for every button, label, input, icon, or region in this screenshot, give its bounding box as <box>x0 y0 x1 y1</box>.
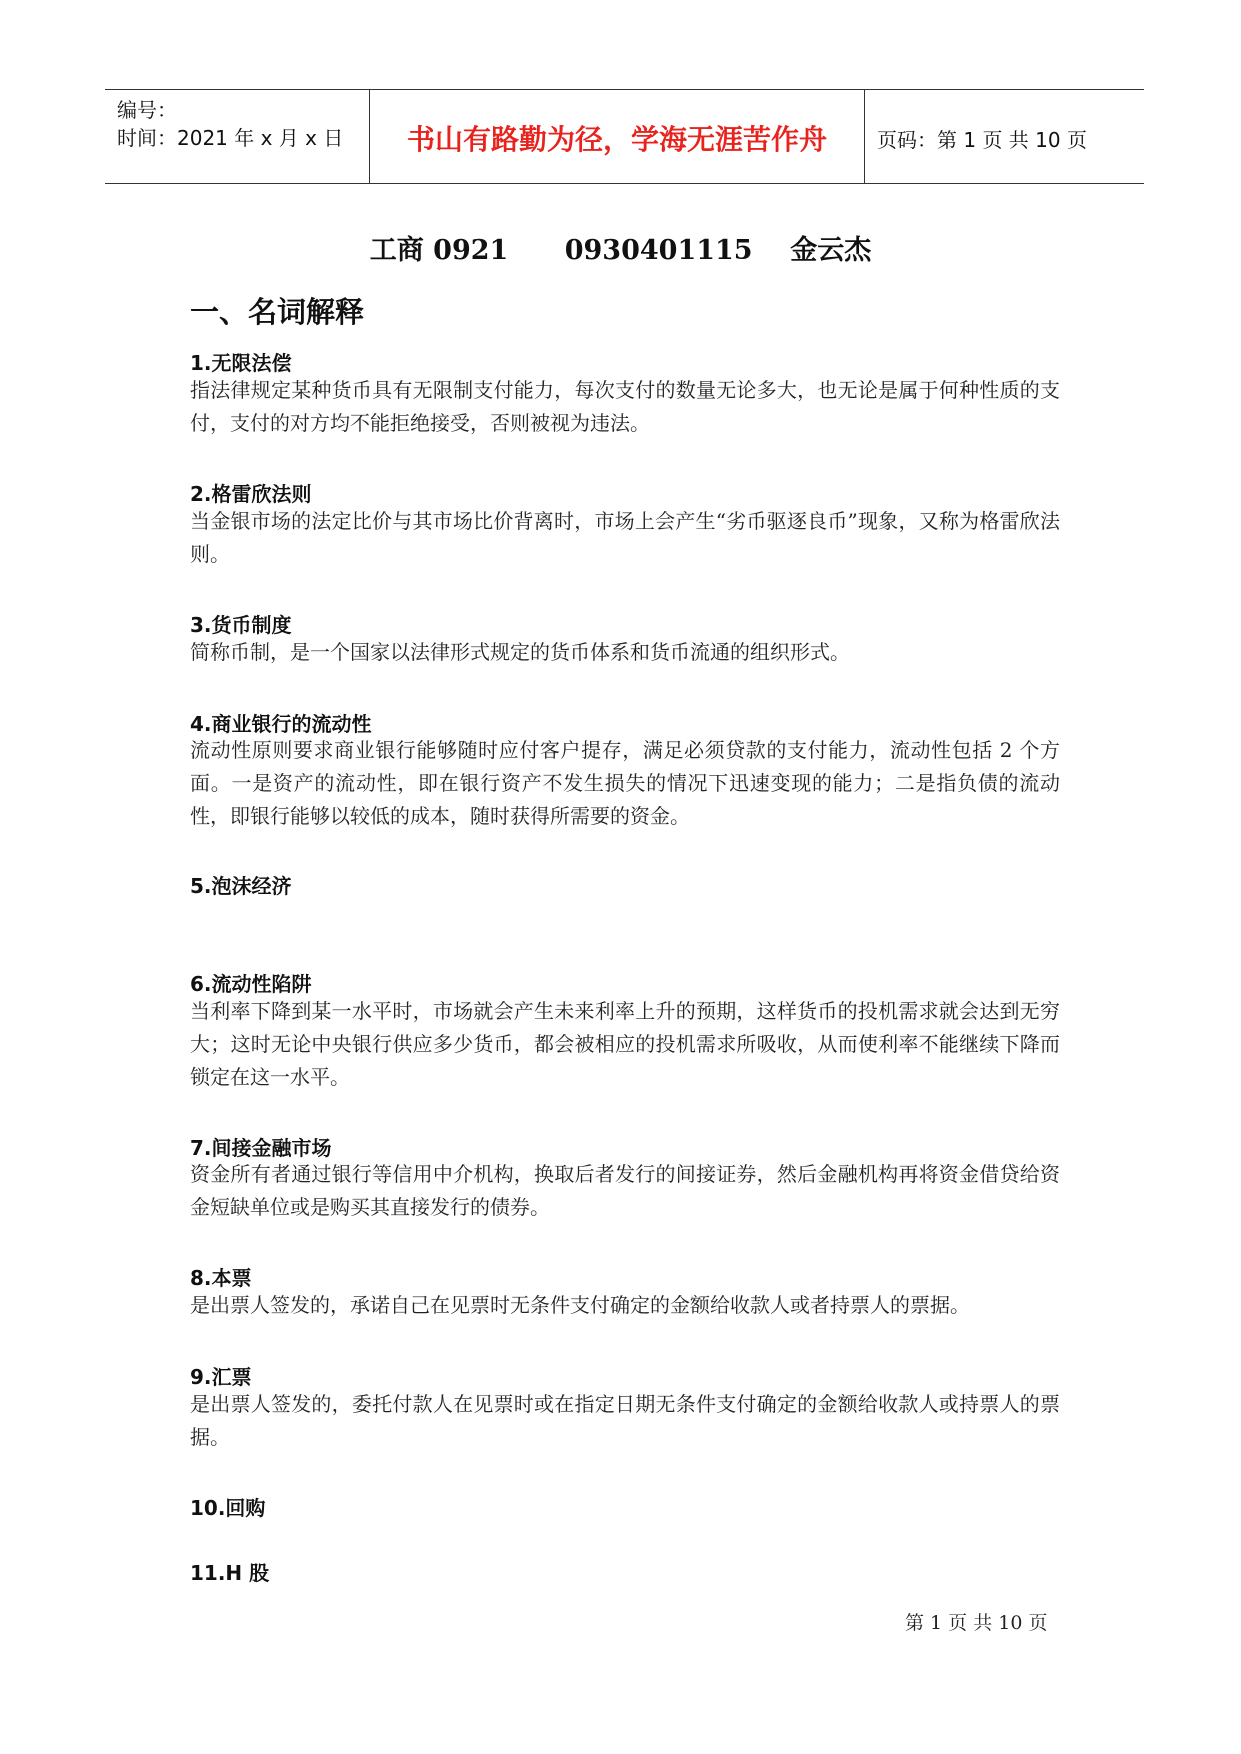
term-11: 11.H 股 <box>190 1561 270 1585</box>
term-4: 4.商业银行的流动性 <box>190 712 372 736</box>
time-label: 时间：2021 年 x 月 x 日 <box>117 126 344 150</box>
page-info: 页码：第 1 页 共 10 页 <box>877 128 1087 152</box>
definition-8: 是出票人签发的，承诺自己在见票时无条件支付确定的金额给收款人或者持票人的票据。 <box>190 1293 970 1317</box>
header-meta-cell <box>105 90 370 183</box>
term-1: 1.无限法偿 <box>190 351 292 375</box>
header-motto-cell <box>370 90 865 183</box>
term-10: 10.回购 <box>190 1496 266 1520</box>
header-page-cell <box>865 90 1144 183</box>
term-7: 7.间接金融市场 <box>190 1136 332 1160</box>
section-title: 一、名词解释 <box>190 295 365 329</box>
definition-9: 是出票人签发的，委托付款人在见票时或在指定日期无条件支付确定的金额给收款人或持票人的票据。 <box>190 1392 1060 1449</box>
definition-6: 当利率下降到某一水平时，市场就会产生未来利率上升的预期，这样货币的投机需求就会达到无穷大；这时无论中央银行供应多少货币，都会被相应的投机需求所吸收，从而使利率不能继续下降而锁定在这一水平。 <box>190 999 1060 1089</box>
definition-4: 流动性原则要求商业银行能够随时应付客户提存，满足必须贷款的支付能力，流动性包括 2 个方面。一是资产的流动性，即在银行资产不发生损失的情况下迅速变现的能力；二是指负债的流动性，即银行能够以较低的成本，随时获得所需要的资金。 <box>190 738 1060 828</box>
term-8: 8.本票 <box>190 1266 252 1290</box>
term-2: 2.格雷欣法则 <box>190 482 312 506</box>
term-3: 3.货币制度 <box>190 613 292 637</box>
document-title: 工商 0921 0930401115 金云杰 <box>369 235 872 266</box>
definition-2: 当金银市场的法定比价与其市场比价背离时，市场上会产生“劣币驱逐良币”现象，又称为格雷欣法则。 <box>190 509 1060 566</box>
motto: 书山有路勤为径，学海无涯苦作舟 <box>406 123 827 156</box>
definition-7: 资金所有者通过银行等信用中介机构，换取后者发行的间接证券，然后金融机构再将资金借贷给资金短缺单位或是购买其直接发行的债券。 <box>190 1162 1060 1219</box>
term-6: 6.流动性陷阱 <box>190 972 312 996</box>
definition-1: 指法律规定某种货币具有无限制支付能力，每次支付的数量无论多大，也无论是属于何种性质的支付，支付的对方均不能拒绝接受，否则被视为违法。 <box>190 378 1060 435</box>
document-header <box>105 89 1144 184</box>
number-label: 编号： <box>117 98 177 122</box>
page-footer: 第 1 页 共 10 页 <box>905 1612 1048 1634</box>
definition-3: 简称币制，是一个国家以法律形式规定的货币体系和货币流通的组织形式。 <box>190 640 850 664</box>
term-9: 9.汇票 <box>190 1365 252 1389</box>
term-5: 5.泡沫经济 <box>190 874 292 898</box>
